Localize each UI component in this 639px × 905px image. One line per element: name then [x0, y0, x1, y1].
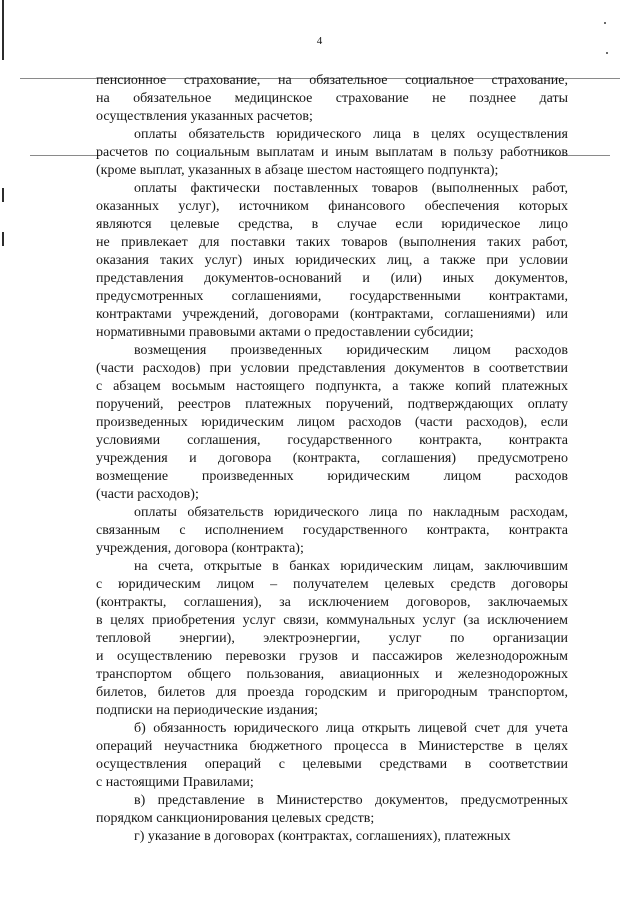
text-line: подписки на периодические издания;	[96, 703, 319, 718]
text-line: осуществления операций с целевыми средствами в соответствии	[96, 757, 568, 772]
scan-dot	[604, 22, 606, 24]
text-line: с абзацем восьмым настоящего подпункта, а также копий платежных	[96, 379, 568, 394]
text-line: с настоящими Правилами;	[96, 775, 254, 790]
paragraph	[96, 828, 568, 846]
text-line: г) указание в договорах (контрактах, соглашениях), платежных	[134, 829, 511, 844]
paragraph	[96, 792, 568, 828]
text-line: с юридическим лицом – получателем целевых средств договоры	[96, 577, 568, 592]
scan-edge-line	[2, 232, 4, 246]
paragraph	[96, 558, 568, 720]
text-line: тепловой энергии), электроэнергии, услуг по организации	[96, 631, 568, 646]
text-line: в целях приобретения услуг связи, коммунальных услуг (за исключением	[96, 613, 568, 628]
text-line: поручений, реестров платежных поручений, подтверждающих оплату	[96, 397, 568, 412]
text-line: оплаты обязательств юридического лица по накладным расходам,	[134, 505, 568, 520]
text-line: (контракты, соглашения), за исключением договоров, заключаемых	[96, 595, 568, 610]
text-line: расчетов по социальным выплатам и иным выплатам в пользу работников	[96, 145, 568, 160]
paragraph	[96, 504, 568, 558]
text-line: оплаты фактически поставленных товаров (выполненных работ,	[134, 181, 568, 196]
text-line: (части расходов) при условии представления документов в соответствии	[96, 361, 568, 376]
text-line: возмещения произведенных юридическим лицом расходов	[134, 343, 568, 358]
text-line: на обязательное медицинское страхование не позднее даты	[96, 91, 568, 106]
text-line: учреждения и договора (контракта, соглашения) предусмотрено	[96, 451, 568, 466]
text-line: условиями соглашения, государственного контракта, контракта	[96, 433, 568, 448]
text-line: возмещение произведенных юридическим лицом расходов	[96, 469, 568, 484]
text-line: осуществления указанных расчетов;	[96, 109, 313, 124]
text-line: контрактами учреждений, договорами (контрактами, соглашениями) или	[96, 307, 568, 322]
text-line: нормативными правовыми актами о предоставлении субсидии;	[96, 325, 474, 340]
scan-edge-line	[2, 188, 4, 202]
text-line: (кроме выплат, указанных в абзаце шестом настоящего подпункта);	[96, 163, 499, 178]
scan-dot	[606, 52, 608, 54]
text-line: билетов, билетов для проезда городским и пригородным транспортом,	[96, 685, 568, 700]
paragraph	[96, 342, 568, 504]
text-line: пенсионное страхование, на обязательное социальное страхование,	[96, 73, 568, 88]
text-line: оказанных услуг), источником финансового обеспечения которых	[96, 199, 568, 214]
text-line: являются целевые средства, в случае если юридическое лицо	[96, 217, 568, 232]
document-body	[96, 72, 568, 846]
text-line: связанным с исполнением государственного контракта, контракта	[96, 523, 568, 538]
text-line: (части расходов);	[96, 487, 199, 502]
scan-edge-line	[2, 0, 4, 60]
paragraph	[96, 72, 568, 126]
text-line: операций неучастника бюджетного процесса в Министерстве в целях	[96, 739, 568, 754]
text-line: учреждения, договора (контракта);	[96, 541, 304, 556]
text-line: транспортом общего пользования, авиационных и железнодорожных	[96, 667, 568, 682]
text-line: произведенных юридическим лицом расходов (части расходов), если	[96, 415, 568, 430]
text-line: в) представление в Министерство документов, предусмотренных	[134, 793, 568, 808]
text-line: оказания таких услуг) иных юридических лиц, а также при условии	[96, 253, 568, 268]
scan-dash-line	[30, 155, 100, 156]
paragraph	[96, 720, 568, 792]
text-line: б) обязанность юридического лица открыть лицевой счет для учета	[134, 721, 568, 736]
text-line: оплаты обязательств юридического лица в целях осуществления	[134, 127, 568, 142]
paragraph	[96, 126, 568, 180]
text-line: порядком санкционирования целевых средств;	[96, 811, 375, 826]
text-line: представления документов-оснований и (или) иных документов,	[96, 271, 568, 286]
text-line: и осуществлению перевозки грузов и пассажиров железнодорожным	[96, 649, 568, 664]
text-line: не привлекает для поставки таких товаров (выполнения таких работ,	[96, 235, 568, 250]
paragraph	[96, 180, 568, 342]
text-line: предусмотренных соглашениями, государственными контрактами,	[96, 289, 568, 304]
page-number: 4	[316, 35, 323, 47]
text-line: на счета, открытые в банках юридическим лицам, заключившим	[134, 559, 568, 574]
